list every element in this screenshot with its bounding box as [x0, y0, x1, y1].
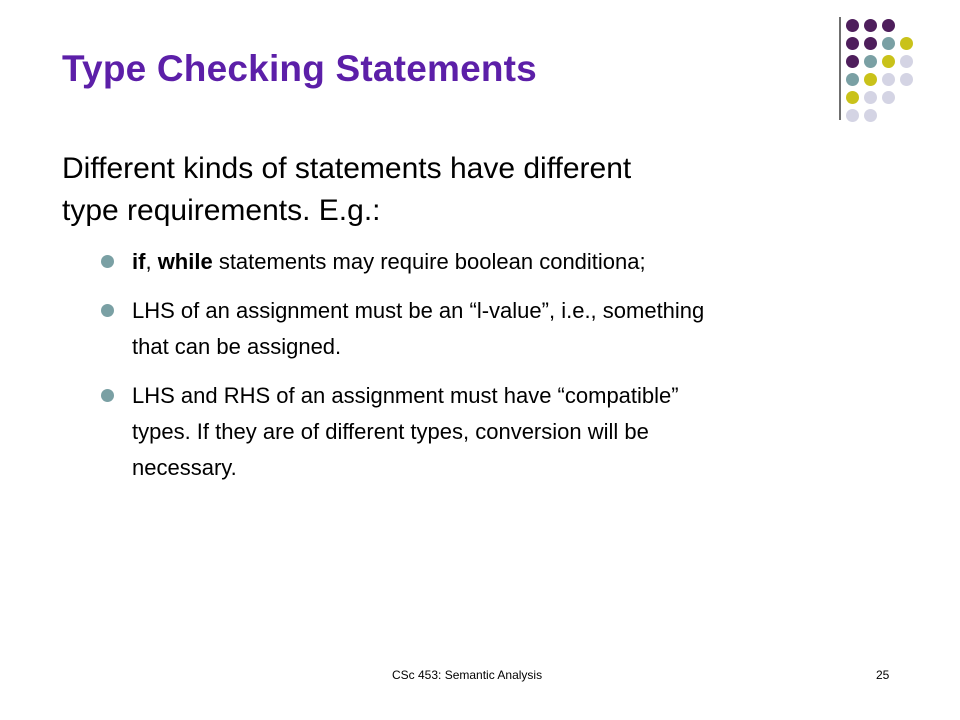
decorative-dot [882, 73, 895, 86]
decorative-dot [882, 19, 895, 32]
lead-line-1: Different kinds of statements have different [62, 152, 632, 185]
bullet-text: statements may require boolean conditiona; [212, 249, 646, 274]
keyword-if: if [132, 249, 146, 274]
bullet-line: LHS and RHS of an assignment must have “compatible” [132, 383, 679, 408]
bullet-list [62, 244, 912, 486]
lead-line-2: type requirements. E.g.: [62, 194, 381, 227]
decorative-dot [900, 55, 913, 68]
bullet-item-compatible-types [62, 378, 912, 486]
keyword-while: while [157, 249, 213, 274]
decorative-dot [846, 55, 859, 68]
decorative-dot [900, 73, 913, 86]
decorative-dot [846, 73, 859, 86]
decorative-dot [882, 91, 895, 104]
bullet-line: necessary. [132, 455, 237, 480]
decorative-dot [846, 37, 859, 50]
decorative-dot [882, 55, 895, 68]
bullet-dot-icon [101, 389, 114, 402]
bullet-item-conditionals [62, 244, 912, 280]
bullet-line: that can be assigned. [132, 334, 342, 359]
decorative-dot [864, 91, 877, 104]
decorative-dot [864, 73, 877, 86]
decorative-dot [846, 91, 859, 104]
footer-page-number: 25 [876, 668, 890, 682]
decorative-dot [864, 55, 877, 68]
decorative-dot [900, 37, 913, 50]
decorative-dot [864, 37, 877, 50]
decorative-dot [882, 37, 895, 50]
dot-grid-logo-icon [846, 19, 946, 129]
keyword-separator: , [145, 249, 158, 274]
decorative-dot [846, 19, 859, 32]
bullet-dot-icon [101, 255, 114, 268]
bullet-dot-icon [101, 304, 114, 317]
bullet-line: LHS of an assignment must be an “l-value”, i.e., something [132, 298, 705, 323]
decorative-dot [864, 19, 877, 32]
bullet-line: types. If they are of different types, conversion will be [132, 419, 649, 444]
footer-course-label: CSc 453: Semantic Analysis [392, 668, 543, 682]
bullet-item-lvalue [62, 293, 912, 365]
slide-body [62, 148, 912, 499]
lead-paragraph [62, 148, 912, 232]
title-divider-rule [839, 17, 841, 120]
decorative-dot [846, 109, 859, 122]
slide-title: Type Checking Statements [62, 48, 537, 89]
bullet-line [132, 244, 912, 280]
decorative-dot [864, 109, 877, 122]
